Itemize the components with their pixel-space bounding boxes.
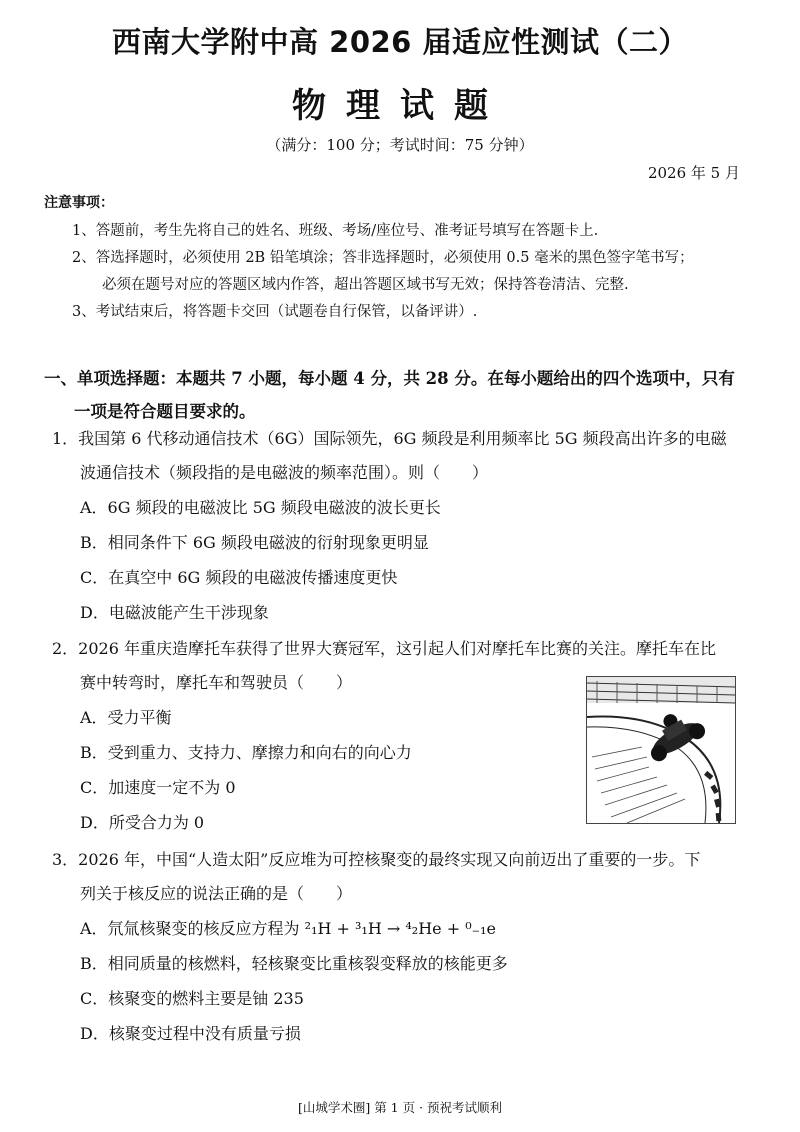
option-a [52, 911, 772, 946]
option-b: B．相同质量的核燃料，轻核聚变比重核裂变释放的核能更多 [80, 954, 508, 973]
question-stem: 1．我国第 6 代移动通信技术（6G）国际领先，6G 频段是利用频率比 5G 频段高出许多的电磁 [52, 429, 727, 448]
section-heading-line: 一项是符合题目要求的。 [74, 402, 256, 421]
notice-line: 2、答选择题时，必须使用 2B 铅笔填涂；答非选择题时，必须使用 0.5 毫米的黑色签字笔书写； [72, 250, 694, 266]
option-a-text: A．氘氚核聚变的核反应方程为 [80, 919, 300, 938]
question-1 [52, 422, 772, 630]
notice-line: 必须在题号对应的答题区域内作答，超出答题区域书写无效；保持答卷清洁、完整. [102, 277, 629, 293]
exam-title: 西南大学附中高 2026 届适应性测试（二） [112, 25, 688, 59]
notice-line: 3、考试结束后，将答题卡交回（试题卷自行保管，以备评讲）. [72, 304, 478, 320]
question-stem: 赛中转弯时，摩托车和驾驶员（ ） [80, 673, 353, 692]
motorcycle-illustration [586, 676, 736, 824]
option-d: D．电磁波能产生干涉现象 [80, 603, 269, 622]
exam-meta: （满分：100 分；考试时间：75 分钟） [266, 136, 534, 154]
question-stem: 2．2026 年重庆造摩托车获得了世界大赛冠军，这引起人们对摩托车比赛的关注。摩托车在比 [52, 639, 716, 658]
option-c: C．在真空中 6G 频段的电磁波传播速度更快 [80, 568, 398, 587]
exam-date: 2026 年 5 月 [647, 164, 740, 182]
option-b: B．受到重力、支持力、摩擦力和向右的向心力 [80, 743, 412, 762]
option-d: D．核聚变过程中没有质量亏损 [80, 1024, 301, 1043]
section-heading-line: 一、单项选择题：本题共 7 小题，每小题 4 分，共 28 分。在每小题给出的四个选项中，只有 [44, 369, 735, 388]
section-heading [44, 362, 764, 428]
option-a: A．受力平衡 [80, 708, 172, 727]
subject-title: 物理试题 [292, 86, 508, 126]
question-3 [52, 843, 772, 1051]
option-c: C．核聚变的燃料主要是铀 235 [80, 989, 304, 1008]
question-stem: 3．2026 年，中国“人造太阳”反应堆为可控核聚变的最终实现又向前迈出了重要的一步。下 [52, 850, 701, 869]
option-d: D．所受合力为 0 [80, 813, 205, 832]
notice-title: 注意事项： [44, 195, 114, 211]
question-stem: 波通信技术（频段指的是电磁波的频率范围）。则（ ） [80, 463, 489, 482]
motorcycle-drawing [587, 677, 735, 823]
option-a: A．6G 频段的电磁波比 5G 频段电磁波的波长更长 [80, 498, 441, 517]
page-footer: [山城学术圈] 第 1 页 · 预祝考试顺利 [297, 1100, 503, 1115]
option-c: C．加速度一定不为 0 [80, 778, 236, 797]
nuclear-equation: ²₁H + ³₁H → ⁴₂He + ⁰₋₁e [304, 919, 496, 938]
option-b: B．相同条件下 6G 频段电磁波的衍射现象更明显 [80, 533, 429, 552]
question-stem: 列关于核反应的说法正确的是（ ） [80, 884, 353, 903]
notice-line: 1、答题前，考生先将自己的姓名、班级、考场/座位号、准考证号填写在答题卡上. [72, 223, 599, 239]
notice-list [72, 218, 772, 326]
